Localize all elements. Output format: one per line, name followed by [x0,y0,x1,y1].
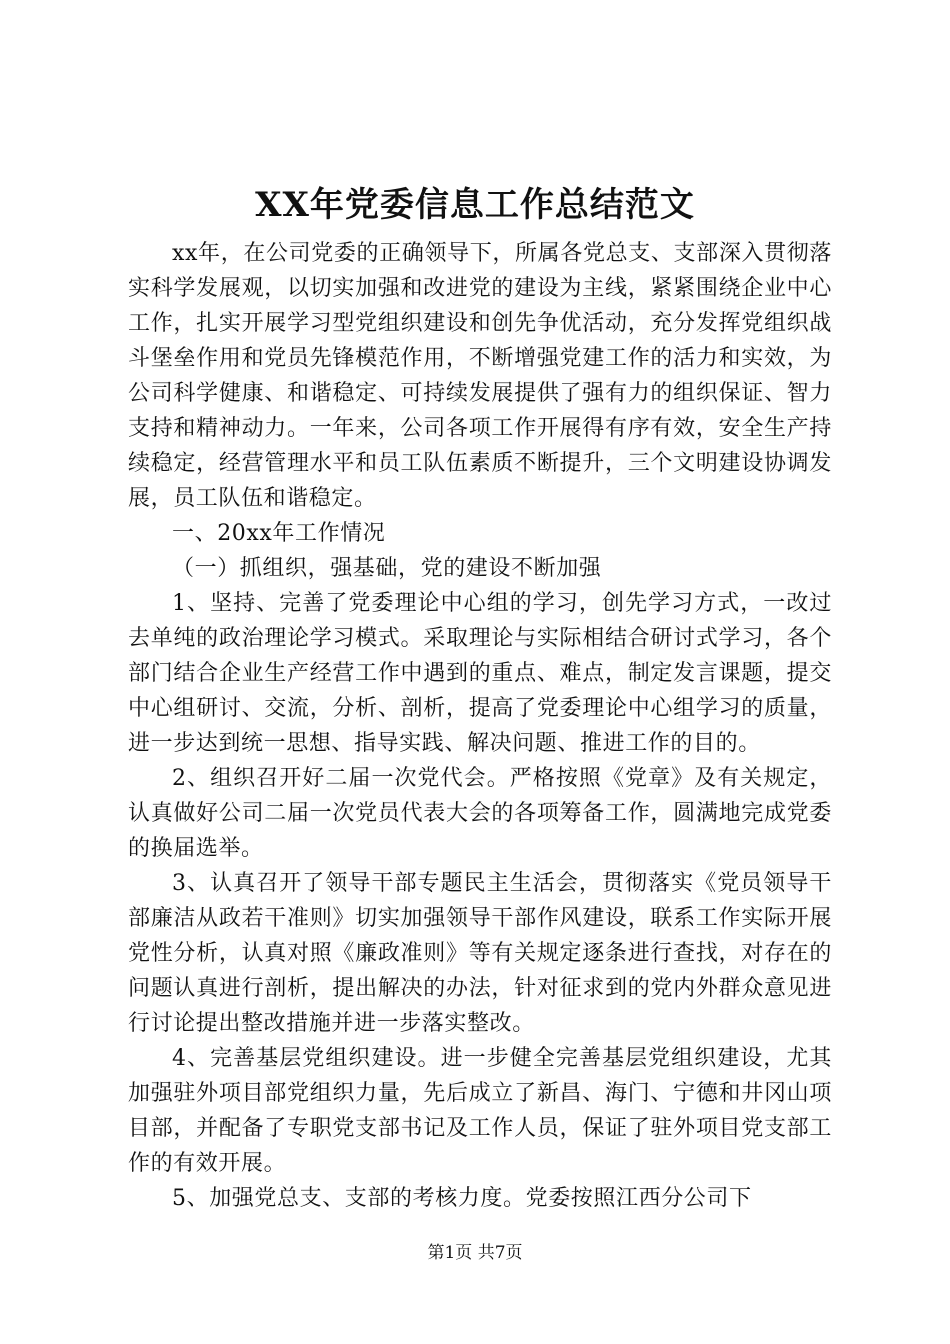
document-title: XX年党委信息工作总结范文 [255,185,695,225]
section-heading-work-status: 一、20xx年工作情况 [172,521,386,546]
paragraph-item-3: 3、认真召开了领导干部专题民主生活会，贯彻落实《党员领导干部廉洁从政若干准则》切实加强领导干部作风建设，联系工作实际开展党性分析，认真对照《廉政准则》等有关规定逐条进行查找，对存在的问题认真进行剖析，提出解决的办法，针对征求到的党内外群众意见进行讨论提出整改措施并进一步落实整改。 [128,871,832,1036]
paragraph-intro: xx年，在公司党委的正确领导下，所属各党总支、支部深入贯彻落实科学发展观，以切实加强和改进党的建设为主线，紧紧围绕企业中心工作，扎实开展学习型党组织建设和创先争优活动，充分发挥党组织战斗堡垒作用和党员先锋模范作用，不断增强党建工作的活力和实效，为公司科学健康、和谐稳定、可持续发展提供了强有力的组织保证、智力支持和精神动力。一年来，公司各项工作开展得有序有效，安全生产持续稳定，经营管理水平和员工队伍素质不断提升，三个文明建设协调发展，员工队伍和谐稳定。 [128,241,832,511]
paragraph-item-2: 2、组织召开好二届一次党代会。严格按照《党章》及有关规定，认真做好公司二届一次党员代表大会的各项筹备工作，圆满地完成党委的换届选举。 [128,766,832,861]
subsection-heading-organization: （一）抓组织，强基础，党的建设不断加强 [172,556,602,581]
paragraph-item-5: 5、加强党总支、支部的考核力度。党委按照江西分公司下 [172,1186,752,1211]
page-footer: 第1页 共7页 [427,1243,523,1263]
paragraph-item-1: 1、坚持、完善了党委理论中心组的学习，创先学习方式，一改过去单纯的政治理论学习模式。采取理论与实际相结合研讨式学习，各个部门结合企业生产经营工作中遇到的重点、难点，制定发言课题，提交中心组研讨、交流，分析、剖析，提高了党委理论中心组学习的质量，进一步达到统一思想、指导实践、解决问题、推进工作的目的。 [128,591,832,756]
document-body [128,236,832,1216]
paragraph-item-4: 4、完善基层党组织建设。进一步健全完善基层党组织建设，尤其加强驻外项目部党组织力量，先后成立了新昌、海门、宁德和井冈山项目部，并配备了专职党支部书记及工作人员，保证了驻外项目党支部工作的有效开展。 [128,1046,832,1176]
